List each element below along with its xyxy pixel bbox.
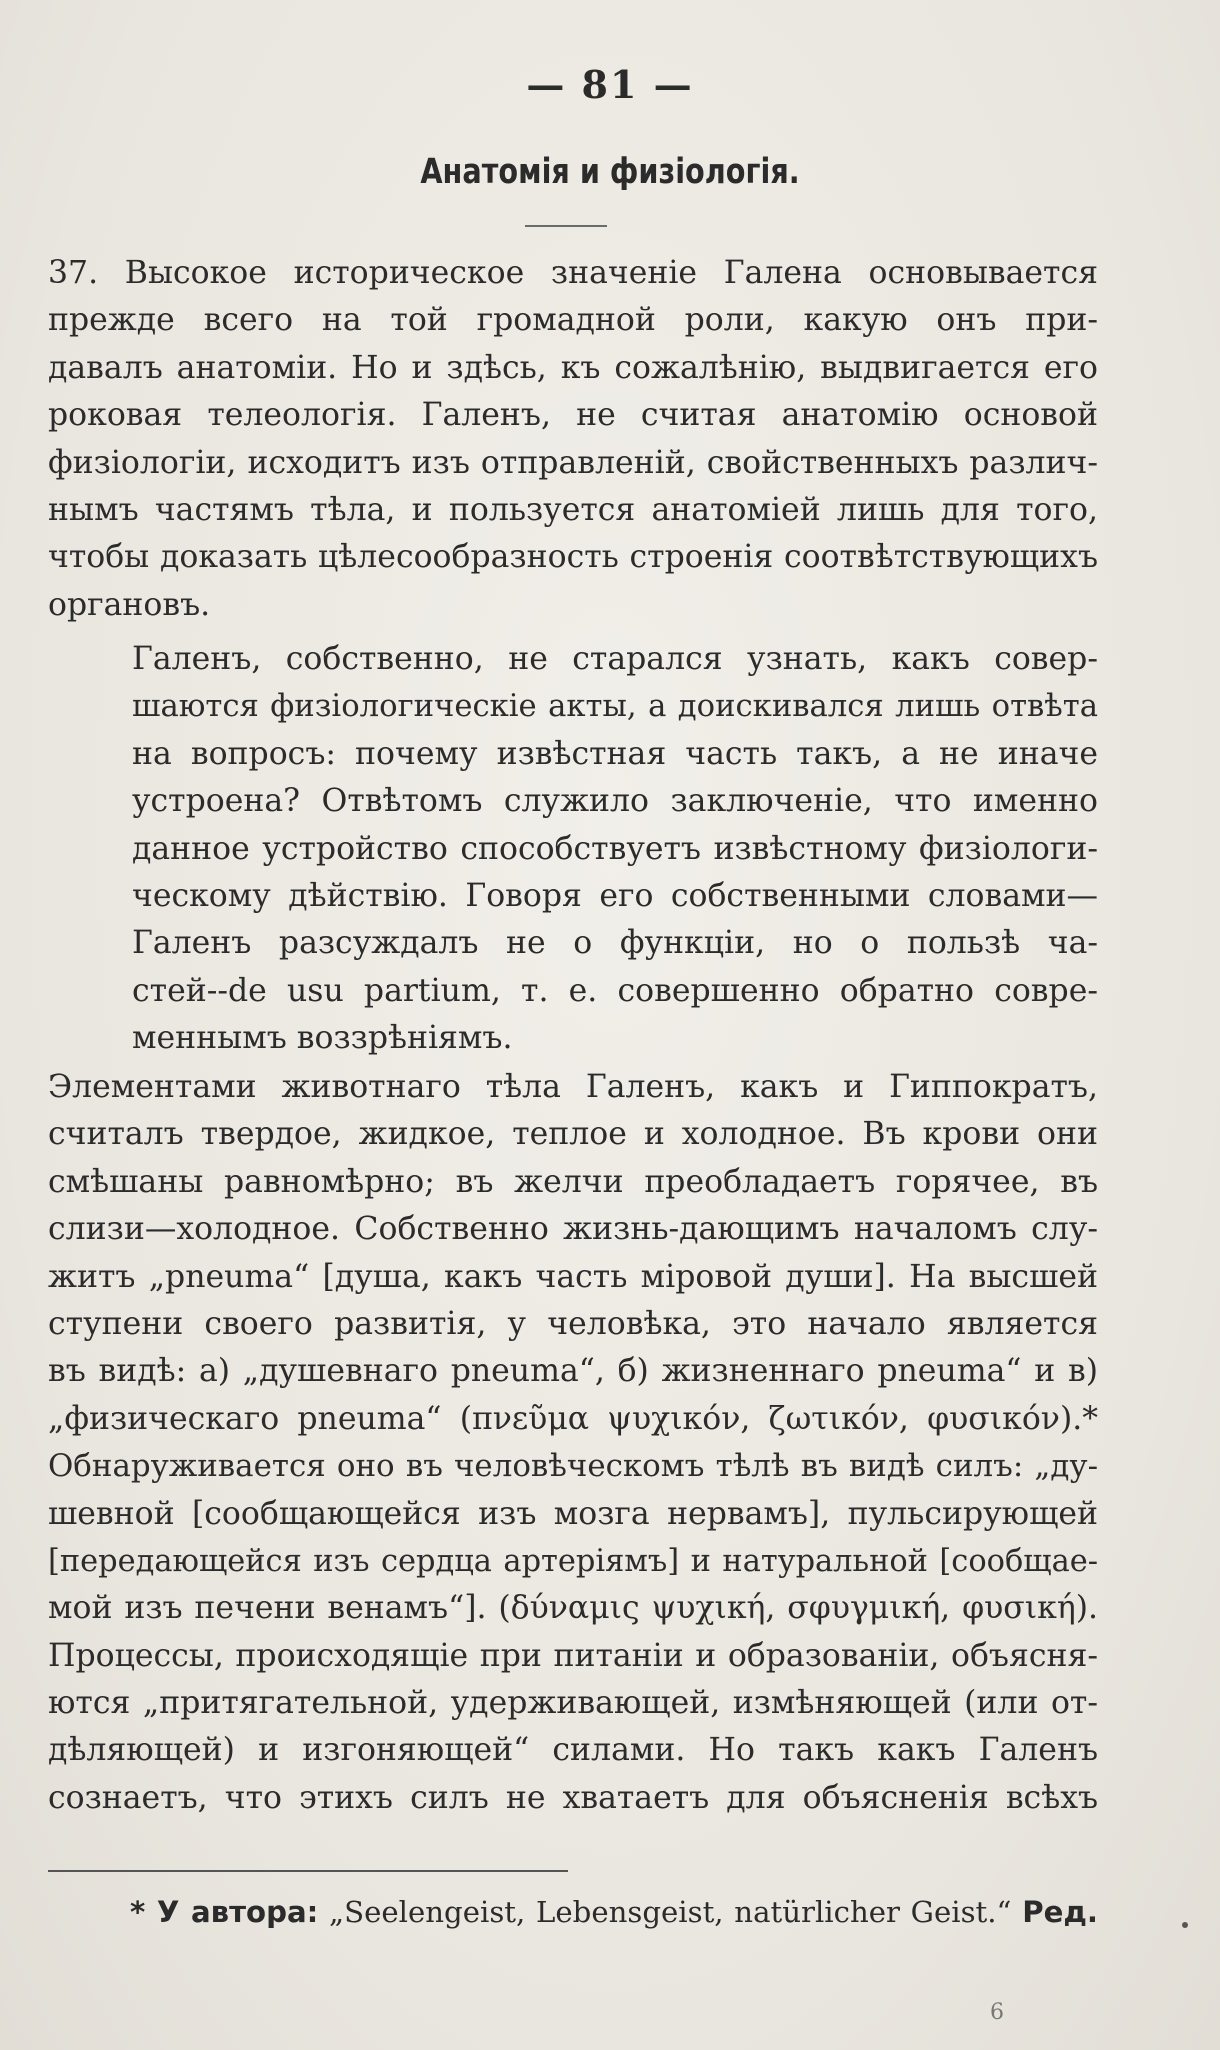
page-title: Анатомія и физіологія. (420, 152, 800, 192)
text-line: устроена? Отвѣтомъ служило заключеніе, что именно (132, 783, 1098, 820)
text-line: ческому дѣйствію. Говоря его собственными словами— (132, 877, 1098, 914)
footnote-marker: * У автора: (130, 1895, 319, 1929)
text-line: физіологіи, исходитъ изъ отправленій, свойственныхъ различ- (48, 444, 1098, 481)
printer-signature: 6 (990, 2000, 1004, 2025)
text-line: слизи—холодное. Собственно жизнь-дающимъ началомъ слу- (48, 1211, 1098, 1248)
text-line: данное устройство способствуетъ извѣстному физіологи- (132, 830, 1098, 867)
text-line: житъ „pneuma“ [душа, какъ часть міровой души]. На высшей (48, 1258, 1098, 1295)
footnote-editor-mark: Ред. (1022, 1895, 1098, 1929)
text-line: роковая телеологія. Галенъ, не считая анатомію основой (48, 397, 1098, 434)
text-line: ются „притягательной, удерживающей, измѣняющей (или от- (48, 1685, 1098, 1722)
title-divider (525, 225, 607, 227)
text-line: шаются физіологическіе акты, а доискивался лишь отвѣта (132, 689, 1098, 725)
text-line: органовъ. (48, 586, 211, 623)
footnote-text: „Seelengeist, Lebensgeist, natürlicher Geist.“ (329, 1895, 1012, 1929)
text-line: Галенъ разсуждалъ не о функціи, но о пользѣ ча- (132, 925, 1098, 962)
text-line: дѣляющей) и изгоняющей“ силами. Но такъ какъ Галенъ (48, 1732, 1098, 1769)
text-line: чтобы доказать цѣлесообразность строенія соотвѣтствующихъ (48, 539, 1098, 576)
paragraph-37 (48, 250, 1098, 629)
text-line: Процессы, происходящіе при питаніи и образованіи, объясня- (48, 1637, 1098, 1674)
text-line: „физическаго pneuma“ (πνεῦμα ψυχικόν, ζωτικόν, φυσικόν).* (48, 1400, 1098, 1437)
text-line: ступени своего развитія, у человѣка, это начало является (48, 1305, 1098, 1342)
indented-paragraph (132, 636, 1098, 1063)
text-line: на вопросъ: почему извѣстная часть такъ, а не иначе (132, 735, 1098, 772)
page-number: — 81 — (526, 62, 694, 107)
text-line: мой изъ печени венамъ“]. (δύναμις ψυχική, σφυγμική, φυσική). (48, 1590, 1098, 1627)
text-line: 37. Высокое историческое значеніе Галена основывается (48, 255, 1098, 291)
ink-speck (1182, 1922, 1188, 1928)
text-line: давалъ анатоміи. Но и здѣсь, къ сожалѣнію, выдвигается его (48, 349, 1098, 386)
text-line: смѣшаны равномѣрно; въ желчи преобладаетъ горячее, въ (48, 1163, 1098, 1200)
text-line: нымъ частямъ тѣла, и пользуется анатоміей лишь для того, (48, 491, 1098, 528)
footnote-divider (48, 1870, 568, 1872)
text-line: въ видѣ: а) „душевнаго pneuma“, б) жизненнаго pneuma“ и в) (48, 1353, 1098, 1390)
text-line: считалъ твердое, жидкое, теплое и холодное. Въ крови они (48, 1116, 1098, 1153)
text-line: Элементами животнаго тѣла Галенъ, какъ и Гиппократъ, (48, 1069, 1098, 1105)
text-line: стей--de usu partium, т. е. совершенно обратно совре- (132, 972, 1098, 1009)
text-line: сознаетъ, что этихъ силъ не хватаетъ для объясненія всѣхъ (48, 1779, 1098, 1816)
text-line: шевной [сообщающейся изъ мозга нервамъ], пульсирующей (48, 1495, 1098, 1532)
text-line: Галенъ, собственно, не старался узнать, какъ совер- (132, 641, 1098, 677)
text-line: меннымъ воззрѣніямъ. (132, 1020, 513, 1057)
text-line: прежде всего на той громадной роли, какую онъ при- (48, 302, 1098, 339)
paragraph-elements (48, 1064, 1098, 1822)
text-line: Обнаруживается оно въ человѣческомъ тѣлѣ въ видѣ силъ: „ду- (48, 1448, 1098, 1485)
footnote (130, 1895, 1098, 1929)
text-line: [передающейся изъ сердца артеріямъ] и натуральной [сообщае- (48, 1543, 1098, 1579)
